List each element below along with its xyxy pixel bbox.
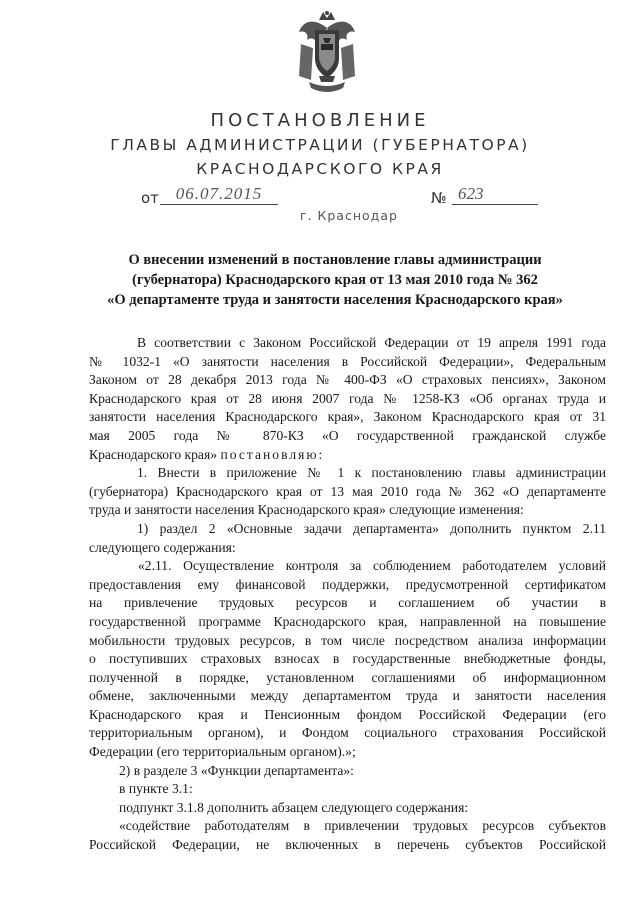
document-title-line-2: (губернатора) Краснодарского края от 13 мая 2010 года № 362 (132, 272, 538, 288)
body-line-text: Краснодарского края» (89, 446, 218, 462)
body-line: Законом от 28 декабря 2013 года № 400-ФЗ «О страховых пенсиях», Законом (89, 372, 606, 388)
body-line: 1) раздел 2 «Основные задачи департамента» дополнить пунктом 2.11 (137, 520, 606, 536)
body-line: мобильности трудовых ресурсов, в том числе посредством анализа информации (89, 632, 606, 648)
date-label: от (141, 189, 159, 207)
body-line: 2) в разделе 3 «Функции департамента»: (119, 762, 354, 778)
body-line: Федерации (его территориальным органом).»; (89, 744, 356, 760)
body-line: № 1032-1 «О занятости населения в Российской Федерации», Федеральным (89, 353, 606, 369)
body-line: труда и занятости населения Краснодарского края» следующие изменения: (89, 502, 524, 518)
body-line: В соответствии с Законом Российской Федерации от 19 апреля 1991 года (137, 335, 606, 350)
body-line: «2.11. Осуществление контроля за соблюдением работодателем условий (138, 558, 606, 574)
number-label: № (431, 189, 447, 207)
document-number: 623 (452, 184, 538, 205)
body-line: «содействие работодателям в привлечении трудовых ресурсов субъектов (119, 818, 606, 834)
body-line: на привлечение трудовых ресурсов и соглашением об участии в (89, 595, 606, 611)
city-label: г. Краснодар (300, 208, 398, 223)
body-line: территориальным органом), и Фондом социального страхования Российской (89, 725, 606, 741)
decree-word: постановляю: (220, 446, 325, 462)
document-body (89, 334, 606, 855)
body-line: в пункте 3.1: (119, 781, 193, 797)
document-title-line-3: «О департаменте труда и занятости населения Краснодарского края» (107, 292, 563, 308)
document-type-title: ПОСТАНОВЛЕНИЕ (210, 110, 430, 131)
document-title-line-1: О внесении изменений в постановление главы администрации (128, 252, 542, 268)
body-line: полученной в порядке, установленном соглашениями об информационном (89, 669, 606, 685)
body-line: о поступивших страховых взносах в государственные внебюджетные фонды, (89, 651, 606, 667)
body-line: государственной программе Краснодарского края, направленной на повышение (89, 613, 606, 629)
body-line: Краснодарского края от 28 июня 2007 года № 1258-КЗ «Об органах труда и (89, 390, 606, 406)
body-line: (губернатора) Краснодарского края от 13 мая 2010 года № 362 «О департаменте (89, 483, 606, 499)
body-line (89, 446, 606, 465)
body-line: Российской Федерации, не включенных в перечень субъектов Российской (89, 837, 606, 853)
coat-of-arms-emblem (295, 10, 359, 96)
body-line: 1. Внести в приложение № 1 к постановлению главы администрации (137, 465, 606, 481)
issuer-line: ГЛАВЫ АДМИНИСТРАЦИИ (ГУБЕРНАТОРА) (110, 136, 530, 154)
body-line: подпункт 3.1.8 дополнить абзацем следующего содержания: (119, 799, 469, 815)
body-line: предоставления ему финансовой поддержки, предусмотренной сертификатом (89, 576, 606, 592)
body-line: следующего содержания: (89, 539, 236, 555)
body-line: занятости населения Краснодарского края», Законом Краснодарского края от 31 (89, 409, 606, 425)
body-line: мая 2005 года № 870-КЗ «О государственной гражданской службе (89, 427, 606, 443)
body-line: Краснодарского края и Пенсионным фондом Российской Федерации (его (89, 706, 606, 722)
region-line: КРАСНОДАРСКОГО КРАЯ (196, 160, 444, 178)
body-line: обмене, заключенными между департаментом труда и занятости населения (89, 688, 606, 704)
date-value: 06.07.2015 (160, 184, 278, 205)
